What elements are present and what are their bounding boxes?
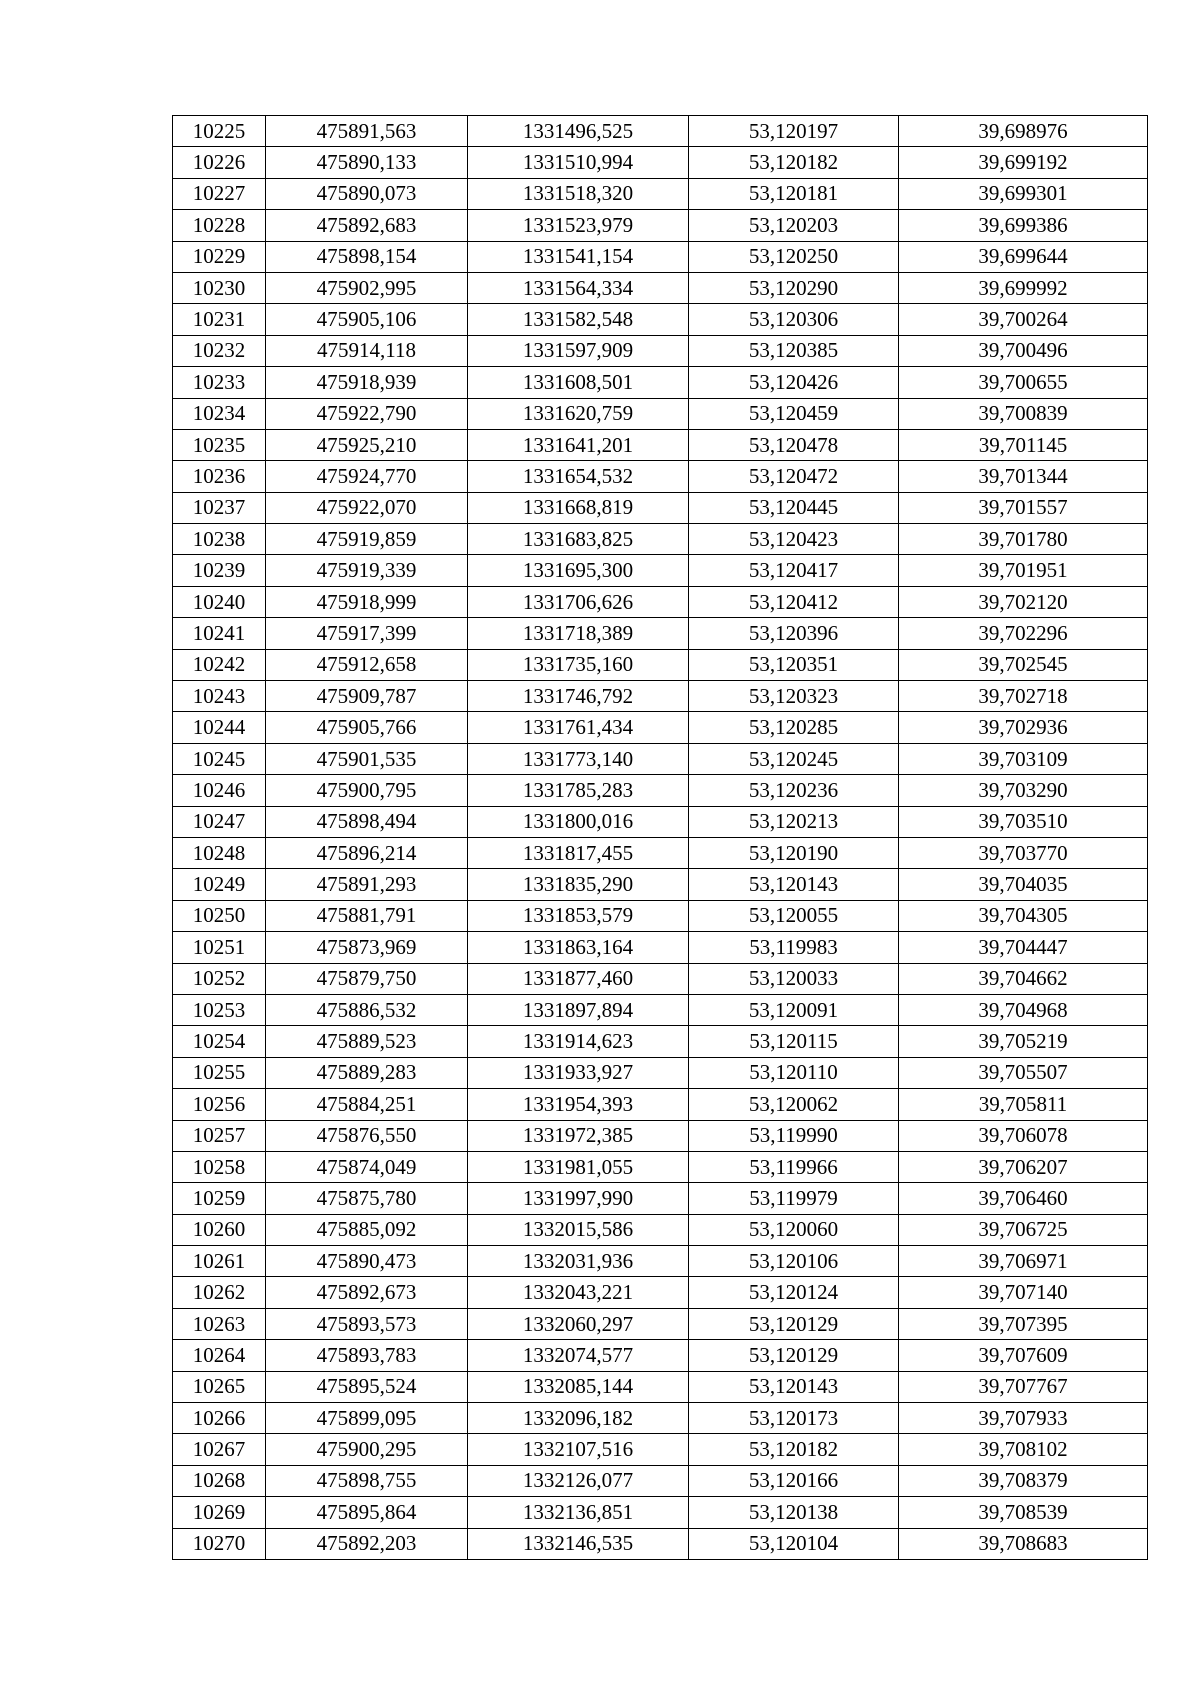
- longitude-cell: 39,706207: [899, 1151, 1148, 1182]
- latitude-cell: 53,120213: [689, 806, 899, 837]
- latitude-cell: 53,120351: [689, 649, 899, 680]
- latitude-cell: 53,120417: [689, 555, 899, 586]
- x-coordinate-cell: 475892,673: [266, 1277, 468, 1308]
- x-coordinate-cell: 475922,790: [266, 398, 468, 429]
- y-coordinate-cell: 1331997,990: [468, 1183, 689, 1214]
- point-number-cell: 10253: [173, 994, 266, 1025]
- table-row: [173, 649, 1148, 680]
- table-row: [173, 147, 1148, 178]
- point-number-cell: 10250: [173, 900, 266, 931]
- longitude-cell: 39,702718: [899, 681, 1148, 712]
- longitude-cell: 39,701344: [899, 461, 1148, 492]
- longitude-cell: 39,699644: [899, 241, 1148, 272]
- point-number-cell: 10254: [173, 1026, 266, 1057]
- point-number-cell: 10268: [173, 1465, 266, 1496]
- latitude-cell: 53,120412: [689, 586, 899, 617]
- latitude-cell: 53,120115: [689, 1026, 899, 1057]
- longitude-cell: 39,702545: [899, 649, 1148, 680]
- longitude-cell: 39,701951: [899, 555, 1148, 586]
- table-row: [173, 900, 1148, 931]
- y-coordinate-cell: 1332043,221: [468, 1277, 689, 1308]
- y-coordinate-cell: 1331510,994: [468, 147, 689, 178]
- latitude-cell: 53,119990: [689, 1120, 899, 1151]
- table-row: [173, 586, 1148, 617]
- table-row: [173, 555, 1148, 586]
- point-number-cell: 10228: [173, 210, 266, 241]
- latitude-cell: 53,120055: [689, 900, 899, 931]
- x-coordinate-cell: 475901,535: [266, 743, 468, 774]
- latitude-cell: 53,120472: [689, 461, 899, 492]
- x-coordinate-cell: 475896,214: [266, 837, 468, 868]
- y-coordinate-cell: 1331668,819: [468, 492, 689, 523]
- table-row: [173, 869, 1148, 900]
- y-coordinate-cell: 1331981,055: [468, 1151, 689, 1182]
- longitude-cell: 39,698976: [899, 116, 1148, 147]
- point-number-cell: 10245: [173, 743, 266, 774]
- point-number-cell: 10263: [173, 1308, 266, 1339]
- x-coordinate-cell: 475925,210: [266, 429, 468, 460]
- x-coordinate-cell: 475891,563: [266, 116, 468, 147]
- point-number-cell: 10258: [173, 1151, 266, 1182]
- longitude-cell: 39,700264: [899, 304, 1148, 335]
- point-number-cell: 10260: [173, 1214, 266, 1245]
- x-coordinate-cell: 475900,295: [266, 1434, 468, 1465]
- latitude-cell: 53,120110: [689, 1057, 899, 1088]
- point-number-cell: 10269: [173, 1497, 266, 1528]
- x-coordinate-cell: 475889,283: [266, 1057, 468, 1088]
- latitude-cell: 53,120033: [689, 963, 899, 994]
- table-row: [173, 1434, 1148, 1465]
- latitude-cell: 53,120106: [689, 1246, 899, 1277]
- y-coordinate-cell: 1331972,385: [468, 1120, 689, 1151]
- table-row: [173, 1026, 1148, 1057]
- longitude-cell: 39,706078: [899, 1120, 1148, 1151]
- latitude-cell: 53,120285: [689, 712, 899, 743]
- longitude-cell: 39,707767: [899, 1371, 1148, 1402]
- table-row: [173, 1403, 1148, 1434]
- longitude-cell: 39,703510: [899, 806, 1148, 837]
- x-coordinate-cell: 475885,092: [266, 1214, 468, 1245]
- y-coordinate-cell: 1332126,077: [468, 1465, 689, 1496]
- y-coordinate-cell: 1331518,320: [468, 178, 689, 209]
- table-row: [173, 963, 1148, 994]
- point-number-cell: 10226: [173, 147, 266, 178]
- point-number-cell: 10229: [173, 241, 266, 272]
- point-number-cell: 10255: [173, 1057, 266, 1088]
- table-row: [173, 1057, 1148, 1088]
- latitude-cell: 53,120104: [689, 1528, 899, 1559]
- table-row: [173, 994, 1148, 1025]
- table-row: [173, 1183, 1148, 1214]
- point-number-cell: 10235: [173, 429, 266, 460]
- point-number-cell: 10247: [173, 806, 266, 837]
- x-coordinate-cell: 475881,791: [266, 900, 468, 931]
- longitude-cell: 39,699386: [899, 210, 1148, 241]
- y-coordinate-cell: 1331863,164: [468, 932, 689, 963]
- y-coordinate-cell: 1331706,626: [468, 586, 689, 617]
- latitude-cell: 53,120124: [689, 1277, 899, 1308]
- table-row: [173, 461, 1148, 492]
- y-coordinate-cell: 1331746,792: [468, 681, 689, 712]
- y-coordinate-cell: 1331785,283: [468, 775, 689, 806]
- x-coordinate-cell: 475898,494: [266, 806, 468, 837]
- y-coordinate-cell: 1332146,535: [468, 1528, 689, 1559]
- point-number-cell: 10230: [173, 272, 266, 303]
- longitude-cell: 39,699992: [899, 272, 1148, 303]
- latitude-cell: 53,120138: [689, 1497, 899, 1528]
- point-number-cell: 10259: [173, 1183, 266, 1214]
- latitude-cell: 53,120478: [689, 429, 899, 460]
- latitude-cell: 53,120173: [689, 1403, 899, 1434]
- latitude-cell: 53,120323: [689, 681, 899, 712]
- y-coordinate-cell: 1331897,894: [468, 994, 689, 1025]
- y-coordinate-cell: 1331835,290: [468, 869, 689, 900]
- x-coordinate-cell: 475902,995: [266, 272, 468, 303]
- point-number-cell: 10244: [173, 712, 266, 743]
- x-coordinate-cell: 475918,999: [266, 586, 468, 617]
- point-number-cell: 10240: [173, 586, 266, 617]
- longitude-cell: 39,704968: [899, 994, 1148, 1025]
- longitude-cell: 39,705507: [899, 1057, 1148, 1088]
- table-row: [173, 775, 1148, 806]
- latitude-cell: 53,120459: [689, 398, 899, 429]
- table-row: [173, 398, 1148, 429]
- table-row: [173, 241, 1148, 272]
- point-number-cell: 10251: [173, 932, 266, 963]
- point-number-cell: 10225: [173, 116, 266, 147]
- y-coordinate-cell: 1331641,201: [468, 429, 689, 460]
- table-row: [173, 1246, 1148, 1277]
- point-number-cell: 10262: [173, 1277, 266, 1308]
- longitude-cell: 39,706460: [899, 1183, 1148, 1214]
- latitude-cell: 53,120129: [689, 1340, 899, 1371]
- table-row: [173, 837, 1148, 868]
- point-number-cell: 10249: [173, 869, 266, 900]
- point-number-cell: 10242: [173, 649, 266, 680]
- y-coordinate-cell: 1331718,389: [468, 618, 689, 649]
- x-coordinate-cell: 475914,118: [266, 335, 468, 366]
- latitude-cell: 53,120445: [689, 492, 899, 523]
- x-coordinate-cell: 475875,780: [266, 1183, 468, 1214]
- longitude-cell: 39,707395: [899, 1308, 1148, 1339]
- table-row: [173, 1528, 1148, 1559]
- table-row: [173, 335, 1148, 366]
- point-number-cell: 10266: [173, 1403, 266, 1434]
- latitude-cell: 53,120129: [689, 1308, 899, 1339]
- x-coordinate-cell: 475879,750: [266, 963, 468, 994]
- latitude-cell: 53,120190: [689, 837, 899, 868]
- table-row: [173, 1465, 1148, 1496]
- longitude-cell: 39,700839: [899, 398, 1148, 429]
- longitude-cell: 39,707609: [899, 1340, 1148, 1371]
- longitude-cell: 39,704035: [899, 869, 1148, 900]
- x-coordinate-cell: 475876,550: [266, 1120, 468, 1151]
- table-row: [173, 304, 1148, 335]
- y-coordinate-cell: 1331877,460: [468, 963, 689, 994]
- point-number-cell: 10261: [173, 1246, 266, 1277]
- y-coordinate-cell: 1331597,909: [468, 335, 689, 366]
- y-coordinate-cell: 1331564,334: [468, 272, 689, 303]
- latitude-cell: 53,120181: [689, 178, 899, 209]
- point-number-cell: 10236: [173, 461, 266, 492]
- x-coordinate-cell: 475912,658: [266, 649, 468, 680]
- longitude-cell: 39,702936: [899, 712, 1148, 743]
- point-number-cell: 10243: [173, 681, 266, 712]
- table-row: [173, 1371, 1148, 1402]
- table-row: [173, 1340, 1148, 1371]
- y-coordinate-cell: 1332096,182: [468, 1403, 689, 1434]
- x-coordinate-cell: 475873,969: [266, 932, 468, 963]
- longitude-cell: 39,699192: [899, 147, 1148, 178]
- table-row: [173, 1089, 1148, 1120]
- x-coordinate-cell: 475898,154: [266, 241, 468, 272]
- table-row: [173, 743, 1148, 774]
- longitude-cell: 39,704447: [899, 932, 1148, 963]
- y-coordinate-cell: 1332031,936: [468, 1246, 689, 1277]
- point-number-cell: 10252: [173, 963, 266, 994]
- x-coordinate-cell: 475898,755: [266, 1465, 468, 1496]
- x-coordinate-cell: 475909,787: [266, 681, 468, 712]
- longitude-cell: 39,701145: [899, 429, 1148, 460]
- point-number-cell: 10227: [173, 178, 266, 209]
- longitude-cell: 39,706725: [899, 1214, 1148, 1245]
- point-number-cell: 10232: [173, 335, 266, 366]
- x-coordinate-cell: 475919,339: [266, 555, 468, 586]
- table-row: [173, 1120, 1148, 1151]
- x-coordinate-cell: 475895,864: [266, 1497, 468, 1528]
- latitude-cell: 53,119983: [689, 932, 899, 963]
- table-row: [173, 524, 1148, 555]
- x-coordinate-cell: 475899,095: [266, 1403, 468, 1434]
- table-row: [173, 429, 1148, 460]
- y-coordinate-cell: 1331761,434: [468, 712, 689, 743]
- coordinates-table-body: [173, 116, 1148, 1560]
- y-coordinate-cell: 1331853,579: [468, 900, 689, 931]
- point-number-cell: 10239: [173, 555, 266, 586]
- table-row: [173, 492, 1148, 523]
- y-coordinate-cell: 1332107,516: [468, 1434, 689, 1465]
- point-number-cell: 10237: [173, 492, 266, 523]
- x-coordinate-cell: 475884,251: [266, 1089, 468, 1120]
- longitude-cell: 39,708683: [899, 1528, 1148, 1559]
- x-coordinate-cell: 475919,859: [266, 524, 468, 555]
- point-number-cell: 10267: [173, 1434, 266, 1465]
- latitude-cell: 53,119966: [689, 1151, 899, 1182]
- x-coordinate-cell: 475893,573: [266, 1308, 468, 1339]
- table-row: [173, 1497, 1148, 1528]
- x-coordinate-cell: 475924,770: [266, 461, 468, 492]
- x-coordinate-cell: 475892,683: [266, 210, 468, 241]
- table-row: [173, 618, 1148, 649]
- latitude-cell: 53,119979: [689, 1183, 899, 1214]
- point-number-cell: 10257: [173, 1120, 266, 1151]
- longitude-cell: 39,704305: [899, 900, 1148, 931]
- y-coordinate-cell: 1332085,144: [468, 1371, 689, 1402]
- table-row: [173, 116, 1148, 147]
- latitude-cell: 53,120245: [689, 743, 899, 774]
- latitude-cell: 53,120143: [689, 869, 899, 900]
- longitude-cell: 39,707933: [899, 1403, 1148, 1434]
- y-coordinate-cell: 1332136,851: [468, 1497, 689, 1528]
- point-number-cell: 10264: [173, 1340, 266, 1371]
- table-row: [173, 367, 1148, 398]
- x-coordinate-cell: 475922,070: [266, 492, 468, 523]
- latitude-cell: 53,120396: [689, 618, 899, 649]
- point-number-cell: 10241: [173, 618, 266, 649]
- longitude-cell: 39,700496: [899, 335, 1148, 366]
- x-coordinate-cell: 475891,293: [266, 869, 468, 900]
- y-coordinate-cell: 1331620,759: [468, 398, 689, 429]
- x-coordinate-cell: 475889,523: [266, 1026, 468, 1057]
- latitude-cell: 53,120385: [689, 335, 899, 366]
- latitude-cell: 53,120182: [689, 147, 899, 178]
- latitude-cell: 53,120166: [689, 1465, 899, 1496]
- point-number-cell: 10246: [173, 775, 266, 806]
- longitude-cell: 39,702296: [899, 618, 1148, 649]
- table-row: [173, 1308, 1148, 1339]
- y-coordinate-cell: 1331800,016: [468, 806, 689, 837]
- point-number-cell: 10270: [173, 1528, 266, 1559]
- longitude-cell: 39,707140: [899, 1277, 1148, 1308]
- y-coordinate-cell: 1331773,140: [468, 743, 689, 774]
- longitude-cell: 39,701780: [899, 524, 1148, 555]
- point-number-cell: 10231: [173, 304, 266, 335]
- table-row: [173, 272, 1148, 303]
- longitude-cell: 39,705219: [899, 1026, 1148, 1057]
- longitude-cell: 39,703109: [899, 743, 1148, 774]
- y-coordinate-cell: 1331683,825: [468, 524, 689, 555]
- longitude-cell: 39,708379: [899, 1465, 1148, 1496]
- longitude-cell: 39,702120: [899, 586, 1148, 617]
- y-coordinate-cell: 1331582,548: [468, 304, 689, 335]
- longitude-cell: 39,705811: [899, 1089, 1148, 1120]
- point-number-cell: 10248: [173, 837, 266, 868]
- y-coordinate-cell: 1331654,532: [468, 461, 689, 492]
- latitude-cell: 53,120060: [689, 1214, 899, 1245]
- y-coordinate-cell: 1332060,297: [468, 1308, 689, 1339]
- point-number-cell: 10256: [173, 1089, 266, 1120]
- longitude-cell: 39,703290: [899, 775, 1148, 806]
- point-number-cell: 10238: [173, 524, 266, 555]
- x-coordinate-cell: 475917,399: [266, 618, 468, 649]
- x-coordinate-cell: 475874,049: [266, 1151, 468, 1182]
- x-coordinate-cell: 475890,133: [266, 147, 468, 178]
- longitude-cell: 39,701557: [899, 492, 1148, 523]
- y-coordinate-cell: 1331817,455: [468, 837, 689, 868]
- table-row: [173, 178, 1148, 209]
- x-coordinate-cell: 475905,106: [266, 304, 468, 335]
- latitude-cell: 53,120197: [689, 116, 899, 147]
- latitude-cell: 53,120306: [689, 304, 899, 335]
- longitude-cell: 39,700655: [899, 367, 1148, 398]
- coordinates-table: [172, 115, 1148, 1560]
- table-row: [173, 1214, 1148, 1245]
- x-coordinate-cell: 475905,766: [266, 712, 468, 743]
- y-coordinate-cell: 1331914,623: [468, 1026, 689, 1057]
- point-number-cell: 10233: [173, 367, 266, 398]
- x-coordinate-cell: 475890,473: [266, 1246, 468, 1277]
- longitude-cell: 39,703770: [899, 837, 1148, 868]
- y-coordinate-cell: 1331735,160: [468, 649, 689, 680]
- latitude-cell: 53,120426: [689, 367, 899, 398]
- latitude-cell: 53,120143: [689, 1371, 899, 1402]
- y-coordinate-cell: 1331496,525: [468, 116, 689, 147]
- latitude-cell: 53,120091: [689, 994, 899, 1025]
- x-coordinate-cell: 475886,532: [266, 994, 468, 1025]
- table-row: [173, 1277, 1148, 1308]
- point-number-cell: 10265: [173, 1371, 266, 1402]
- x-coordinate-cell: 475892,203: [266, 1528, 468, 1559]
- table-row: [173, 681, 1148, 712]
- y-coordinate-cell: 1332015,586: [468, 1214, 689, 1245]
- latitude-cell: 53,120182: [689, 1434, 899, 1465]
- table-row: [173, 210, 1148, 241]
- latitude-cell: 53,120236: [689, 775, 899, 806]
- point-number-cell: 10234: [173, 398, 266, 429]
- longitude-cell: 39,699301: [899, 178, 1148, 209]
- table-row: [173, 806, 1148, 837]
- y-coordinate-cell: 1332074,577: [468, 1340, 689, 1371]
- y-coordinate-cell: 1331695,300: [468, 555, 689, 586]
- y-coordinate-cell: 1331954,393: [468, 1089, 689, 1120]
- longitude-cell: 39,708539: [899, 1497, 1148, 1528]
- y-coordinate-cell: 1331933,927: [468, 1057, 689, 1088]
- longitude-cell: 39,706971: [899, 1246, 1148, 1277]
- x-coordinate-cell: 475895,524: [266, 1371, 468, 1402]
- latitude-cell: 53,120250: [689, 241, 899, 272]
- x-coordinate-cell: 475890,073: [266, 178, 468, 209]
- table-row: [173, 932, 1148, 963]
- longitude-cell: 39,704662: [899, 963, 1148, 994]
- table-row: [173, 712, 1148, 743]
- y-coordinate-cell: 1331608,501: [468, 367, 689, 398]
- latitude-cell: 53,120423: [689, 524, 899, 555]
- x-coordinate-cell: 475918,939: [266, 367, 468, 398]
- table-row: [173, 1151, 1148, 1182]
- y-coordinate-cell: 1331541,154: [468, 241, 689, 272]
- latitude-cell: 53,120290: [689, 272, 899, 303]
- x-coordinate-cell: 475900,795: [266, 775, 468, 806]
- latitude-cell: 53,120203: [689, 210, 899, 241]
- longitude-cell: 39,708102: [899, 1434, 1148, 1465]
- latitude-cell: 53,120062: [689, 1089, 899, 1120]
- x-coordinate-cell: 475893,783: [266, 1340, 468, 1371]
- y-coordinate-cell: 1331523,979: [468, 210, 689, 241]
